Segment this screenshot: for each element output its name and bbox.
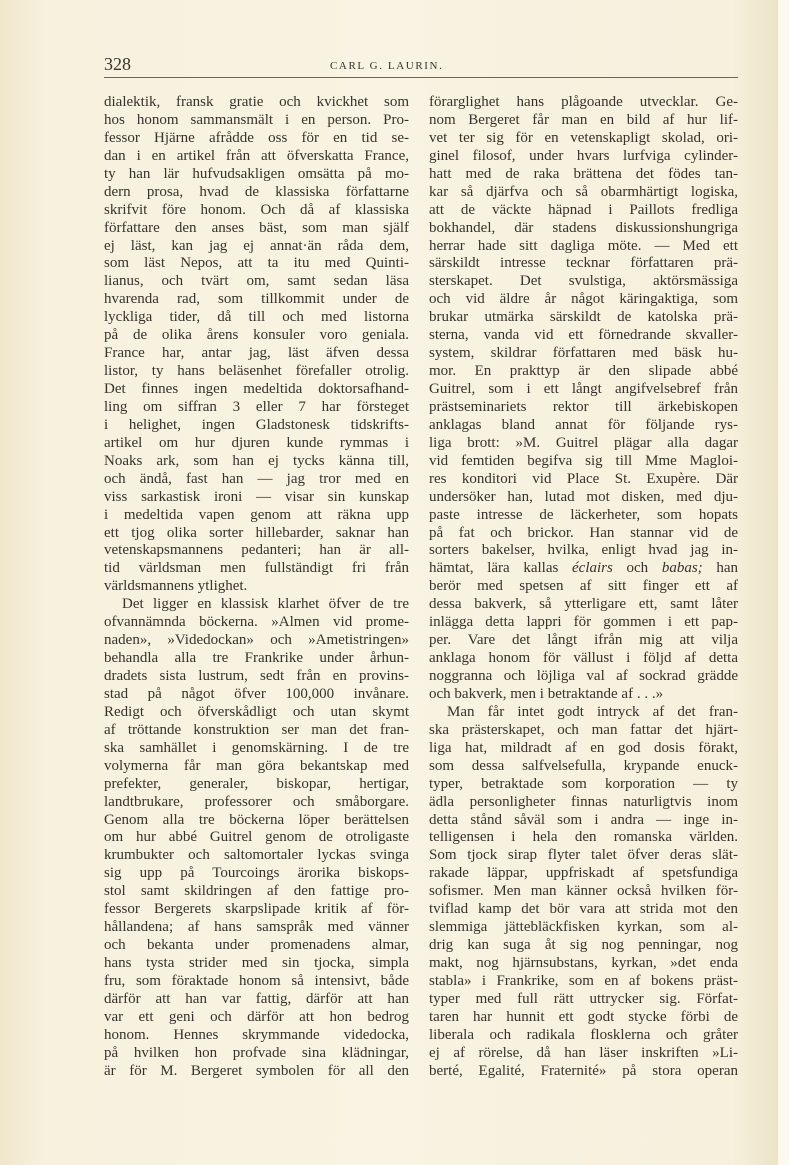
text-line: tid världsman men fullständigt fri från: [104, 560, 409, 577]
text-line: världsmannens ytlighet.: [104, 578, 248, 595]
text-line: ty han lär hufvudsakligen omsätta på mo-: [104, 165, 409, 182]
text-line: dern prosa, hvad de klassiska författarne: [104, 183, 409, 200]
text-line: och vid äldre år något käringaktiga, som: [429, 291, 738, 308]
left-column: [104, 94, 409, 1081]
text-line: kar så djärfva och så obarmhärtigt logiska,: [429, 183, 738, 200]
text-line: särskildt intresse tecknar författaren prä-: [429, 255, 738, 272]
text-line: berör med spetsen af sitt finger ett af: [429, 578, 738, 595]
text-line: system, skildrar författaren med bäsk hu-: [429, 345, 738, 362]
text-line: hatt med de raka brättena det födes tan-: [429, 165, 738, 182]
text-line: därför att han var fattig, därför att han: [104, 990, 409, 1007]
text-line: anklagas bland annat för följande rys-: [429, 416, 738, 433]
text-line: Noaks ark, som han ej tycks känna till,: [104, 452, 409, 469]
text-line: detta stånd såväl som i andra — inge in-: [429, 811, 738, 828]
text-line: författare den anses bäst, som man själf: [104, 219, 409, 236]
text-segment: han: [702, 560, 738, 577]
text-line: ska samhället i genomskärning. I de tre: [104, 739, 409, 756]
text-line: i helighet, ingen Gladstonesk tidskrifts-: [104, 416, 409, 433]
text-line: Guitrel, som i ett långt angifvelsebref från: [429, 381, 738, 397]
page-edge: [778, 0, 789, 1165]
text-line: per. Vare det långt ifrån mig att vilja: [429, 632, 738, 649]
text-line: vid femtiden begifva sig till Mme Magloi-: [429, 452, 738, 469]
text-line: viss sarkastisk ironi — visar sin kunskap: [104, 488, 409, 505]
text-line: noggranna och löjliga val af sockrad grädde: [429, 668, 738, 684]
text-line: på fat och brickor. Han stannar vid de: [429, 524, 738, 541]
text-line: herrar hade sitt dagliga möte. — Med ett: [429, 237, 738, 254]
text-line: dessa bakverk, så ytterligare ett, samt låter: [429, 596, 738, 613]
text-line: fru, som föraktade honom så intensivt, både: [104, 972, 409, 989]
text-segment: och: [612, 560, 662, 577]
right-column: [429, 94, 738, 1081]
text-line: stabla» i Frankrike, som en af bokens präst-: [429, 972, 738, 989]
text-line: honom. Hennes skrymmande videdocka,: [104, 1026, 409, 1043]
text-line: fessor Hjärne afrådde oss för en tid se-: [104, 129, 409, 146]
text-line: naden», »Videdockan» och »Ametistringen»: [104, 632, 409, 649]
text-line: på de olika årens konsuler voro geniala.: [104, 327, 409, 344]
header-rule: [104, 77, 738, 78]
text-line: taren har hunnit ett godt stycke förbi de: [429, 1008, 738, 1025]
text-line: anklaga honom för vällust i följd af detta: [429, 650, 738, 667]
text-line: sterskapet. Det svulstiga, aktörsmässiga: [429, 273, 738, 290]
text-line: hans tysta strider med sin tjocka, simpla: [104, 955, 409, 971]
text-line: som dessa salfvelsefulla, krypande enuck-: [429, 757, 738, 774]
text-line: hvarenda rad, som tillkommit under de: [104, 291, 409, 308]
running-title: CARL G. LAURIN.: [330, 60, 444, 72]
italic-term: babas;: [661, 560, 703, 577]
text-line: som läst Nepos, att ta itu med Quinti-: [104, 255, 409, 272]
text-line: lianus, och tvärt om, samt sedan läsa: [104, 273, 409, 290]
text-line: inlägga detta lappri för gommen i ett pap-: [429, 614, 738, 631]
text-line: lyckliga tider, då till och med listorna: [104, 309, 409, 326]
text-line: sig upp på Tourcoings ärorika biskops-: [104, 865, 409, 882]
text-line: bokhandel, där stadens diskussionshungriga: [429, 219, 738, 236]
text-line: liga hat, mildradt af en god dosis förakt,: [429, 739, 738, 756]
text-line: sorters bakelser, hvilka, enligt hvad jag in-: [429, 542, 738, 559]
text-line: res konditori vid Place St. Exupère. Där: [429, 470, 738, 487]
text-line: France har, antar jag, läst äfven dessa: [104, 345, 409, 362]
text-line: och bakverk, men i betraktande af . . .»: [429, 685, 664, 702]
text-line: volymerna får man göra bekantskap med: [104, 757, 409, 774]
text-line: och bekanta under promenadens almar,: [104, 937, 409, 954]
text-line: ett tjog olika sorter hillebarder, saknar han: [104, 524, 409, 541]
text-line: Det finnes ingen medeltida doktorsafhand-: [104, 381, 409, 397]
text-line: på hvilken hon profvade sina klädningar,: [104, 1044, 409, 1061]
text-line: ädla personligheter finnas naturligtvis inom: [429, 793, 738, 810]
text-line: hållandena; af hans samspråk med vänner: [104, 919, 409, 936]
text-line: om hur abbé Guitrel genom de otroligaste: [104, 829, 409, 846]
text-line: Genom alla tre böckerna löper berättelsen: [104, 811, 409, 828]
text-line: ej läst, kan jag ej annat·än råda dem,: [104, 237, 409, 254]
text-line: makt, nog hjärnsubstans, kyrkan, »det enda: [429, 955, 738, 971]
text-line: liberala och radikala flosklerna och gråter: [429, 1026, 738, 1043]
italic-term: éclairs: [572, 560, 613, 577]
text-line: listor, ty hans beläsenhet förefaller otrolig.: [104, 363, 409, 380]
text-line: mor. En prakttyp är den slipade abbé: [429, 363, 738, 380]
text-line: ej af rörelse, då han läser inskriften »Li-: [429, 1044, 738, 1061]
text-line: paste intresse de läckerheter, som hopats: [429, 506, 738, 523]
text-line: behandla alla tre Frankrike under århun-: [104, 650, 409, 667]
text-line: och ändå, fast han — jag tror med en: [104, 470, 409, 487]
text-line: telligensen i hela den romanska världen.: [429, 829, 738, 846]
text-line: sofismer. Men man känner också hvilken för-: [429, 883, 738, 900]
text-line: prefekter, generaler, biskopar, hertigar,: [104, 775, 409, 792]
text-line: stol samt skildringen af den fattige pro-: [104, 883, 409, 900]
text-line: hos honom sammansmält i en person. Pro-: [104, 111, 409, 128]
text-line: dan i en artikel från att öfverskatta France,: [104, 147, 409, 164]
text-line: vet ter sig för en vetenskapligt skolad, ori-: [429, 129, 738, 146]
text-line: liga brott: »M. Guitrel plägar alla dagar: [429, 434, 738, 451]
text-line: ska prästerskapet, och man fattar det hjärt-: [429, 721, 738, 738]
text-line: undersöker han, lutad mot disken, med dju-: [429, 488, 738, 505]
text-line: berté, Egalité, Fraternité» på stora operan: [429, 1062, 738, 1079]
text-segment: hämtat, lära kallas: [429, 560, 573, 577]
text-line: slemmiga jättebläckfisken kyrkan, som al-: [429, 919, 738, 936]
text-line: vetenskapsmannens pedanteri; han är all-: [104, 542, 409, 559]
text-line: typer med full rätt uttrycker sig. Förfat-: [429, 990, 738, 1007]
text-line: drig kan suga åt sig nog penningar, nog: [429, 937, 738, 954]
text-line: dradets sista lustrum, sedt från en provins-: [104, 668, 409, 684]
text-line: landtbrukare, professorer och småborgare.: [104, 793, 409, 810]
text-line: tviflad kamp det bör vara att strida mot den: [429, 901, 738, 918]
text-line: Redigt och öfverskådligt och utan skymt: [104, 703, 409, 720]
text-line: nom Bergeret får man en bild af hur lif-: [429, 111, 738, 128]
text-line: att de väckte häpnad i Paillots fredliga: [429, 201, 738, 218]
text-line: brukar utmärka särskildt de katolska prä-: [429, 309, 738, 326]
text-line: rakade läppar, uppfriskadt af spetsfundiga: [429, 865, 738, 882]
text-line: ling om siffran 3 eller 7 har försteget: [104, 398, 409, 415]
text-line: krumbukter och saltomortaler lyckas svinga: [104, 847, 409, 864]
text-line: ginel filosof, under hvars lurfviga cylinder-: [429, 147, 738, 164]
text-line: i medeltida vapen genom att räkna upp: [104, 506, 409, 523]
text-line: [429, 560, 738, 578]
text-line: Som tjock sirap flyter talet öfver deras slät-: [429, 847, 738, 864]
text-line: typer, betraktade som korporation — ty: [429, 775, 738, 792]
page-number: 328: [104, 54, 131, 74]
text-line: artikel om hur djuren kunde rymmas i: [104, 434, 409, 451]
text-line: prästseminariets rektor till ärkebiskopen: [429, 398, 738, 415]
text-line: är för M. Bergeret symbolen för all den: [104, 1062, 409, 1079]
text-line: Man får intet godt intryck af det fran-: [447, 703, 738, 720]
text-line: dialektik, fransk gratie och kvickhet som: [104, 94, 409, 110]
text-line: var ett geni och därför att hon bedrog: [104, 1008, 409, 1025]
text-line: stad på något öfver 100,000 invånare.: [104, 685, 409, 702]
text-line: förarglighet hans plågoande utvecklar. Ge-: [429, 94, 738, 110]
text-line: sterna, vanda vid ett förnedrande skvaller-: [429, 327, 738, 344]
text-line: skrifvit före honom. Och då af klassiska: [104, 201, 409, 218]
text-line: Det ligger en klassisk klarhet öfver de tre: [122, 596, 409, 613]
text-line: fessor Bergerets skarpslipade kritik af för-: [104, 901, 409, 918]
text-line: ofvannämnda böckerna. »Almen vid prome-: [104, 614, 409, 631]
text-line: af tröttande konstruktion ser man det fran-: [104, 721, 409, 738]
